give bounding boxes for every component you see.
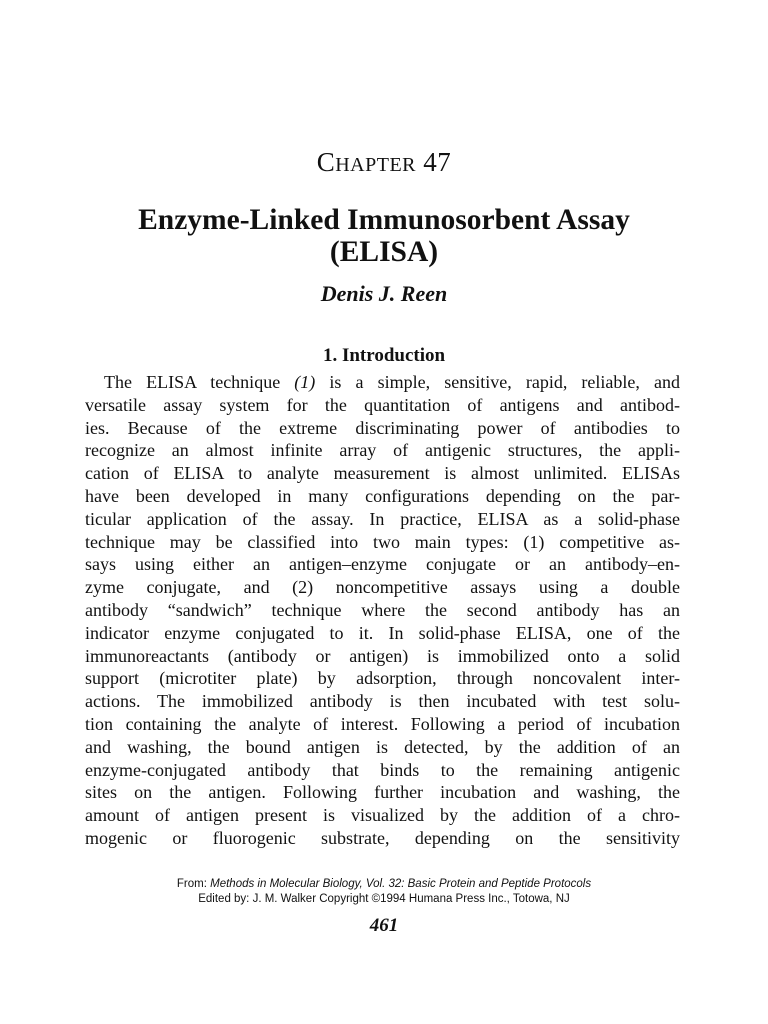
body-line — [85, 371, 680, 394]
footer-from-label: From: — [176, 878, 211, 890]
footer-source-title: Methods in Molecular Biology, Vol. 32: Basic Protein and Peptide Protocols — [210, 878, 592, 890]
footer-line-2: Edited by: J. M. Walker Copyright ©1994 Humana Press Inc., Totowa, NJ — [198, 893, 570, 905]
source-footer — [0, 877, 768, 907]
body-line: and washing, the bound antigen is detected, by the addition of an — [85, 736, 680, 757]
body-line: immunoreactants (antibody or antigen) is immobilized onto a solid — [85, 645, 680, 666]
chapter-title-line-2: (ELISA) — [329, 236, 439, 268]
body-line: recognize an almost infinite array of antigenic structures, the appli- — [85, 440, 680, 461]
body-line: tion containing the analyte of interest. Following a period of incubation — [85, 713, 680, 734]
body-line: actions. The immobilized antibody is then incubated with test solu- — [85, 691, 680, 712]
body-line: zyme conjugate, and (2) noncompetitive assays using a double — [85, 577, 680, 598]
body-line: cation of ELISA to analyte measurement is almost unlimited. ELISAs — [85, 463, 680, 484]
body-line-1-pre: The ELISA technique — [104, 372, 295, 392]
page-number: 461 — [369, 915, 399, 936]
section-heading: 1. Introduction — [322, 345, 446, 366]
body-line-1-post: is a simple, sensitive, rapid, reliable, and — [315, 372, 680, 392]
chapter-title — [60, 204, 708, 268]
body-line: antibody “sandwich” technique where the second antibody has an — [85, 599, 680, 620]
reference-citation: (1) — [294, 372, 316, 392]
chapter-word-rest: HAPTER — [335, 154, 417, 176]
chapter-title-line-1: Enzyme-Linked Immunosorbent Assay — [138, 204, 630, 236]
body-line: support (microtiter plate) by adsorption, through noncovalent inter- — [85, 668, 680, 689]
chapter-number: 47 — [423, 147, 452, 177]
body-line: ies. Because of the extreme discriminating power of antibodies to — [85, 417, 680, 438]
body-line: ticular application of the assay. In practice, ELISA as a solid-phase — [85, 508, 680, 529]
body-line: indicator enzyme conjugated to it. In solid-phase ELISA, one of the — [85, 622, 680, 643]
body-line: have been developed in many configurations depending on the par- — [85, 485, 680, 506]
author-name: Denis J. Reen — [320, 281, 448, 306]
body-line: enzyme-conjugated antibody that binds to the remaining antigenic — [85, 759, 680, 780]
chapter-word-initial: C — [316, 147, 336, 177]
chapter-label — [0, 147, 768, 178]
body-line: amount of antigen present is visualized by the addition of a chro- — [85, 805, 680, 826]
body-line: sites on the antigen. Following further incubation and washing, the — [85, 782, 680, 803]
body-line: versatile assay system for the quantitation of antigens and antibod- — [85, 394, 680, 415]
body-line: says using either an antigen–enzyme conjugate or an antibody–en- — [85, 554, 680, 575]
body-line: mogenic or fluorogenic substrate, depending on the sensitivity — [85, 827, 680, 848]
footer-line-1 — [0, 877, 768, 892]
body-paragraph — [85, 371, 680, 850]
body-line: technique may be classified into two main types: (1) competitive as- — [85, 531, 680, 552]
